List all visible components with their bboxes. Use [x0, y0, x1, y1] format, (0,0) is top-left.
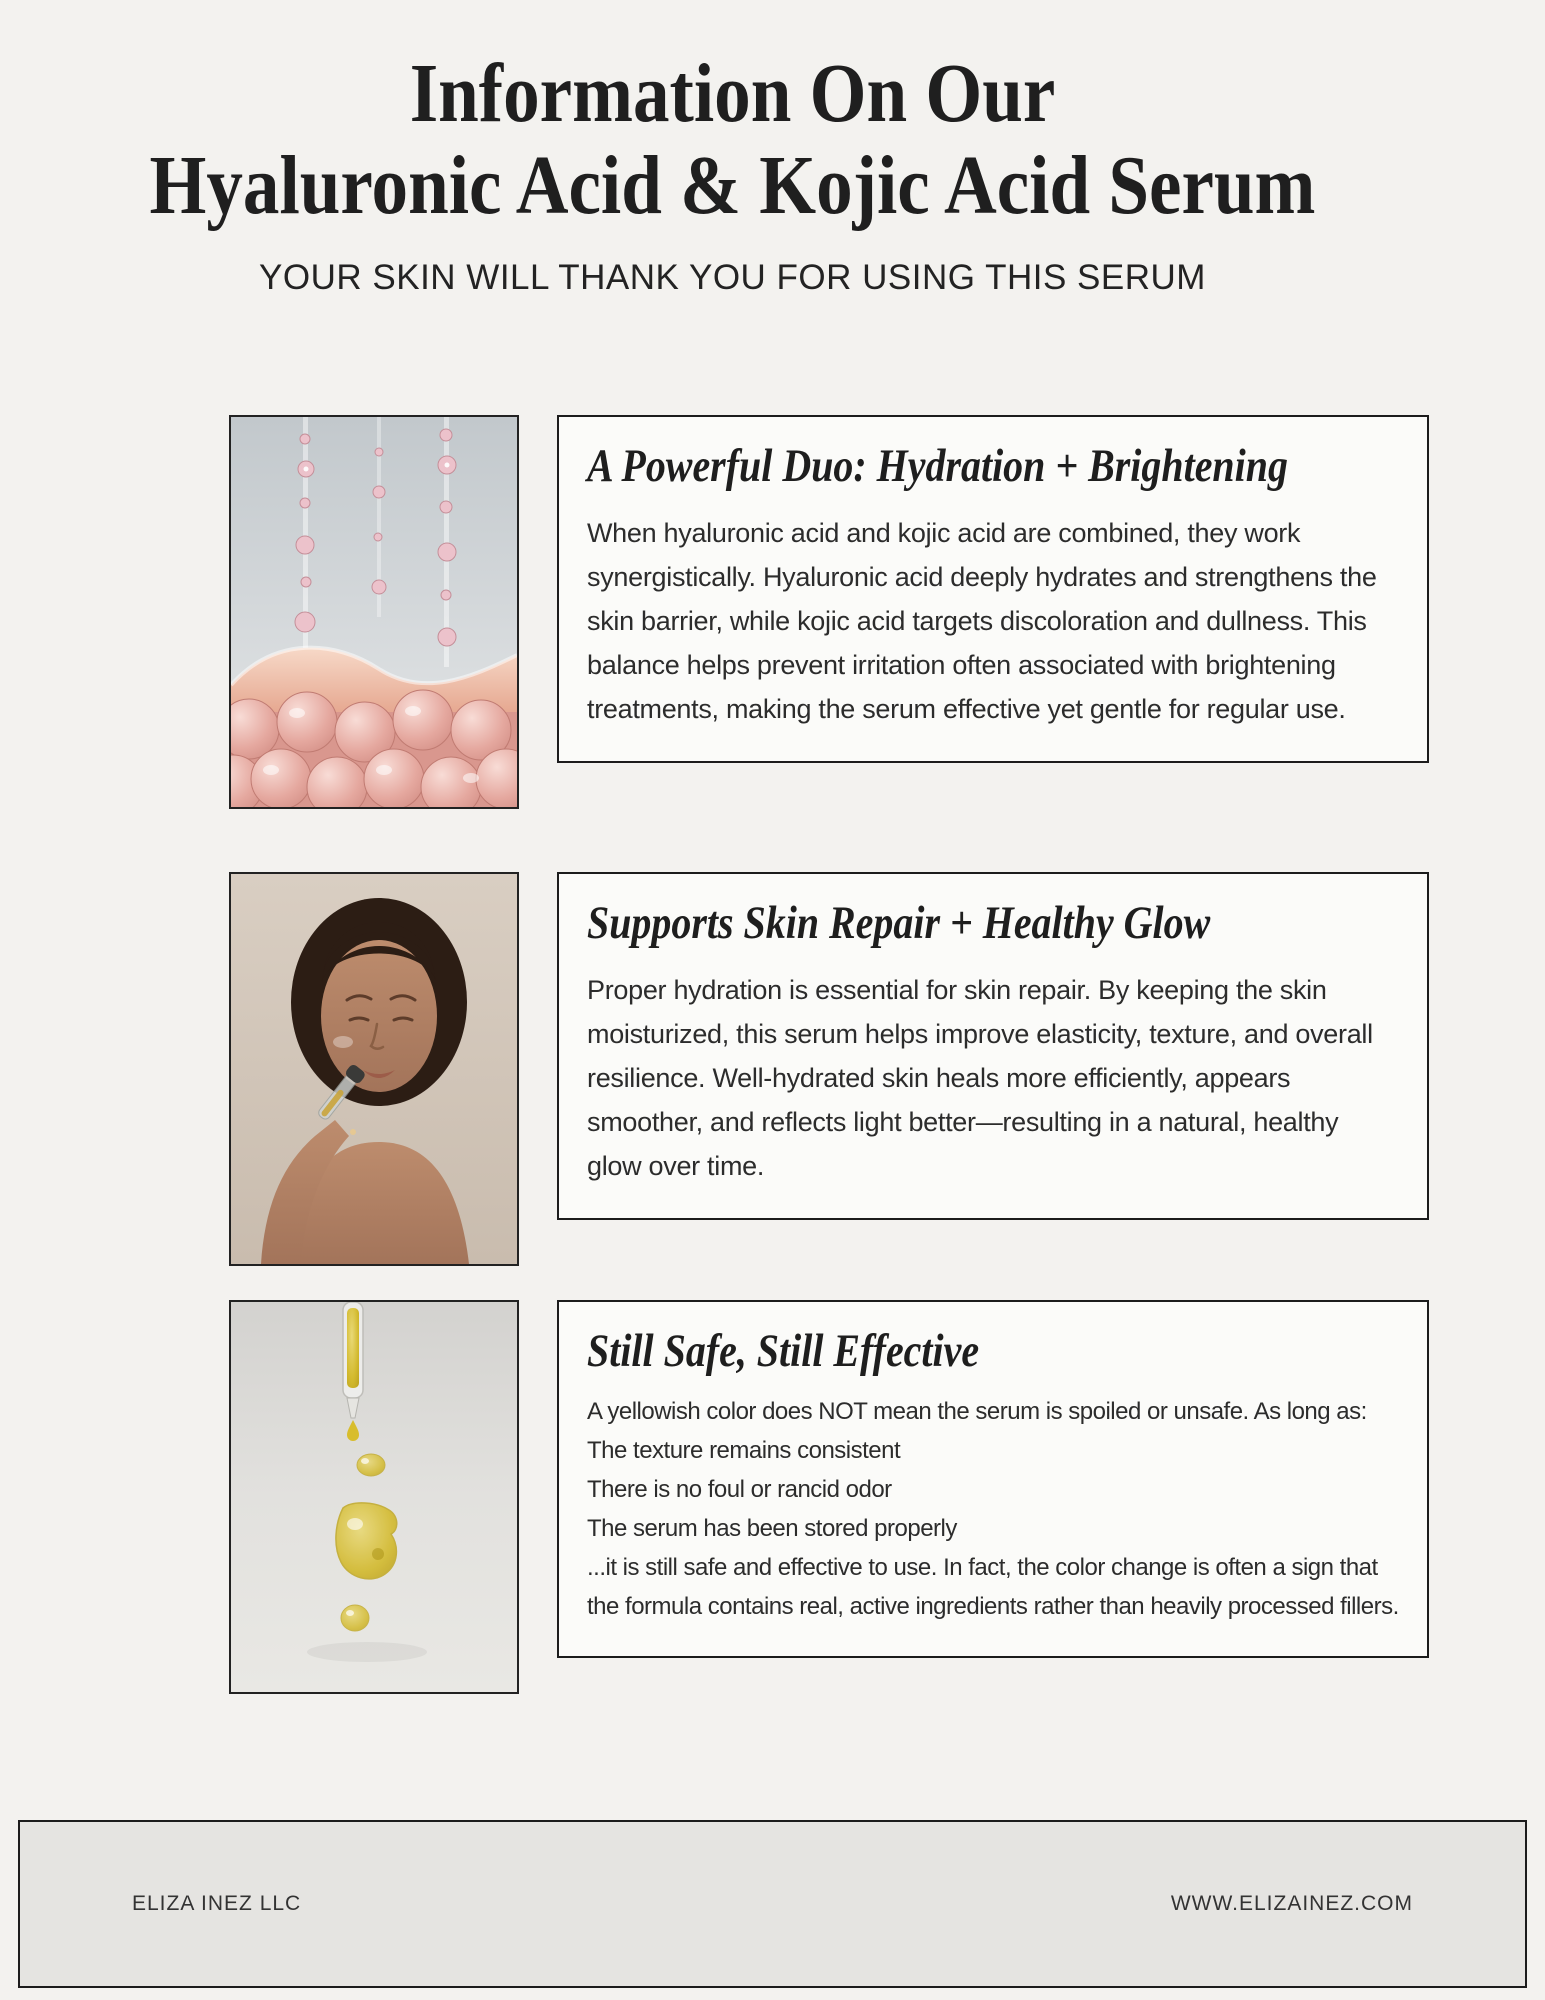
page-title-line-1: Information On Our — [409, 47, 1056, 140]
header — [0, 48, 1465, 298]
woman-applying-serum-image — [229, 872, 519, 1266]
body-line: A yellowish color does NOT mean the serum is spoiled or unsafe. As long as: — [587, 1398, 1367, 1425]
card-body: Proper hydration is essential for skin repair. By keeping the skin moisturized, this serum helps improve elasticity, texture, and overall resilience. Well-hydrated skin heals more efficiently, appears smoother, and reflects light better—resulting in a natural, healthy glow over time. — [587, 975, 1373, 1181]
section-row-still-safe — [229, 1300, 1429, 1694]
page-title-line-2: Hyaluronic Acid & Kojic Acid Serum — [149, 139, 1316, 232]
info-card-skin-repair — [557, 872, 1429, 1220]
body-line: The serum has been stored properly — [587, 1515, 957, 1542]
card-heading: A Powerful Duo: Hydration + Brightening — [587, 440, 1288, 492]
body-line: There is no foul or rancid odor — [587, 1476, 892, 1503]
card-body: When hyaluronic acid and kojic acid are combined, they work synergistically. Hyaluronic acid deeply hydrates and strengthens the skin barrier, while kojic acid targets discoloration and dullness. This balance helps prevent irritation often associated with brightening treatments, making the serum effective yet gentle for regular use. — [587, 518, 1377, 724]
body-line: ...it is still safe and effective to use. In fact, the color change is often a sign that the formula contains real, active ingredients rather than heavily processed fillers. — [587, 1554, 1399, 1620]
serum-droplets-skin-cells-image — [229, 415, 519, 809]
info-card-powerful-duo — [557, 415, 1429, 763]
info-card-still-safe — [557, 1300, 1429, 1658]
footer-bar — [18, 1820, 1527, 1988]
company-name: ELIZA INEZ LLC — [132, 1892, 302, 1915]
card-heading: Supports Skin Repair + Healthy Glow — [587, 897, 1211, 949]
section-row-hydration-brightening — [229, 415, 1429, 809]
dropper-yellow-serum-image — [229, 1300, 519, 1694]
card-heading: Still Safe, Still Effective — [587, 1325, 980, 1377]
body-line: The texture remains consistent — [587, 1437, 901, 1464]
page-subtitle: YOUR SKIN WILL THANK YOU FOR USING THIS SERUM — [259, 258, 1206, 297]
section-row-skin-repair — [229, 872, 1429, 1266]
card-body — [587, 1392, 1399, 1626]
website-url: WWW.ELIZAINEZ.COM — [1170, 1892, 1413, 1915]
